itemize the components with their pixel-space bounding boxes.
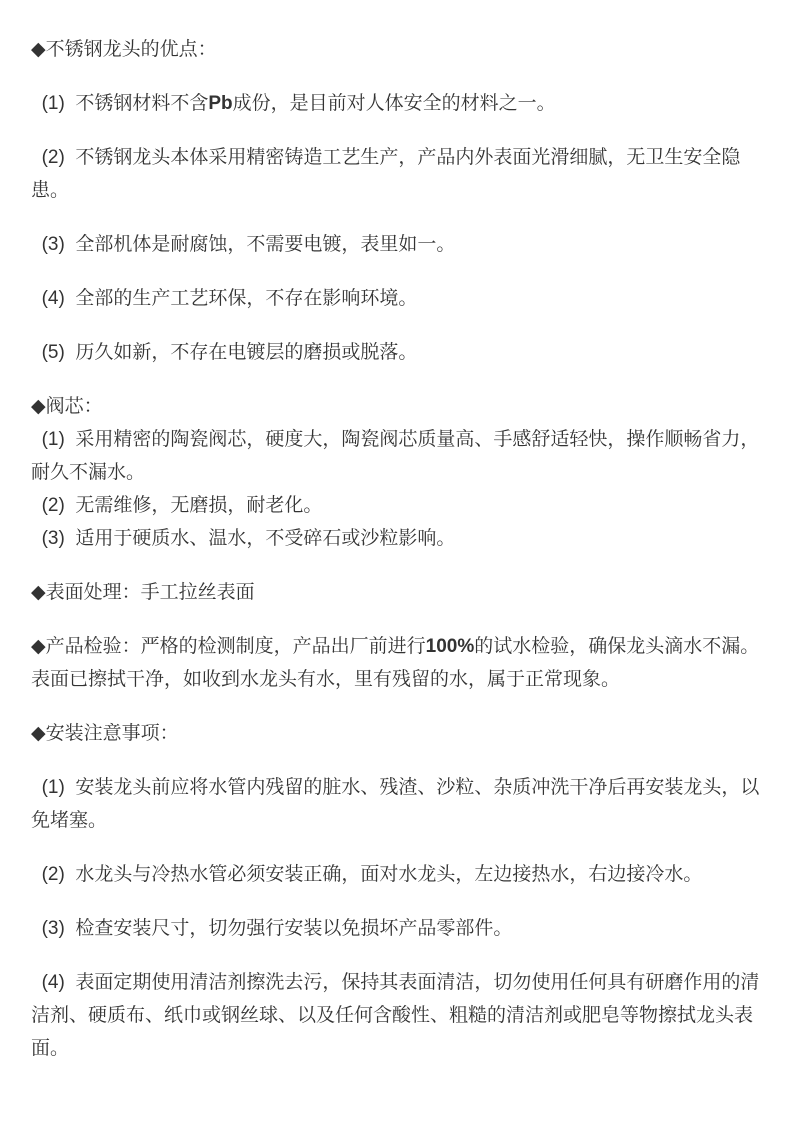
- section-heading-installation: ◆安装注意事项：: [31, 723, 179, 744]
- installation-item-4: (4) 表面定期使用清洁剂擦洗去污，保持其表面清洁，切勿使用任何具有研磨作用的清洁剂、硬质布、纸巾或钢丝球、以及任何含酸性、粗糙的清洁剂或肥皂等物擦拭龙头表面。: [31, 972, 760, 1059]
- section-heading-advantages: ◆不锈钢龙头的优点：: [31, 39, 217, 60]
- valve-core-item-2: (2) 无需维修，无磨损，耐老化。: [31, 495, 323, 516]
- advantage-item-1-pb: Pb: [208, 93, 233, 114]
- inspection-percentage: 100%: [425, 636, 475, 657]
- section-surface-finish: ◆表面处理：手工拉丝表面: [31, 582, 255, 603]
- inspection-pre: ◆产品检验：严格的检测制度，产品出厂前进行: [31, 636, 426, 657]
- advantage-item-1-pre: (1) 不锈钢材料不含: [31, 93, 209, 114]
- section-inspection: [31, 630, 769, 696]
- advantage-item-5: (5) 历久如新，不存在电镀层的磨损或脱落。: [31, 342, 418, 363]
- section-valve-core: [31, 390, 769, 555]
- advantage-item-1: [31, 87, 769, 120]
- advantage-item-1-post: 成份，是目前对人体安全的材料之一。: [232, 93, 556, 114]
- advantage-item-4: (4) 全部的生产工艺环保，不存在影响环境。: [31, 288, 418, 309]
- installation-item-3: (3) 检查安装尺寸，切勿强行安装以免损坏产品零部件。: [31, 918, 513, 939]
- inspection-post: 的试水检验，确保龙头滴水不漏。表面已擦拭干净，如收到水龙头有水，里有残留的水，属于正常现象。: [31, 636, 760, 690]
- advantage-item-3: (3) 全部机体是耐腐蚀，不需要电镀，表里如一。: [31, 234, 456, 255]
- installation-item-2: (2) 水龙头与冷热水管必须安装正确，面对水龙头，左边接热水，右边接冷水。: [31, 864, 703, 885]
- valve-core-item-3: (3) 适用于硬质水、温水，不受碎石或沙粒影响。: [31, 528, 456, 549]
- installation-item-1: (1) 安装龙头前应将水管内残留的脏水、残渣、沙粒、杂质冲洗干净后再安装龙头，以免堵塞。: [31, 777, 760, 831]
- valve-core-item-1: (1) 采用精密的陶瓷阀芯，硬度大，陶瓷阀芯质量高、手感舒适轻快，操作顺畅省力，耐久不漏水。: [31, 429, 760, 483]
- advantage-item-2: (2) 不锈钢龙头本体采用精密铸造工艺生产，产品内外表面光滑细腻，无卫生安全隐患。: [31, 147, 741, 201]
- valve-core-heading: ◆阀芯：: [31, 396, 103, 417]
